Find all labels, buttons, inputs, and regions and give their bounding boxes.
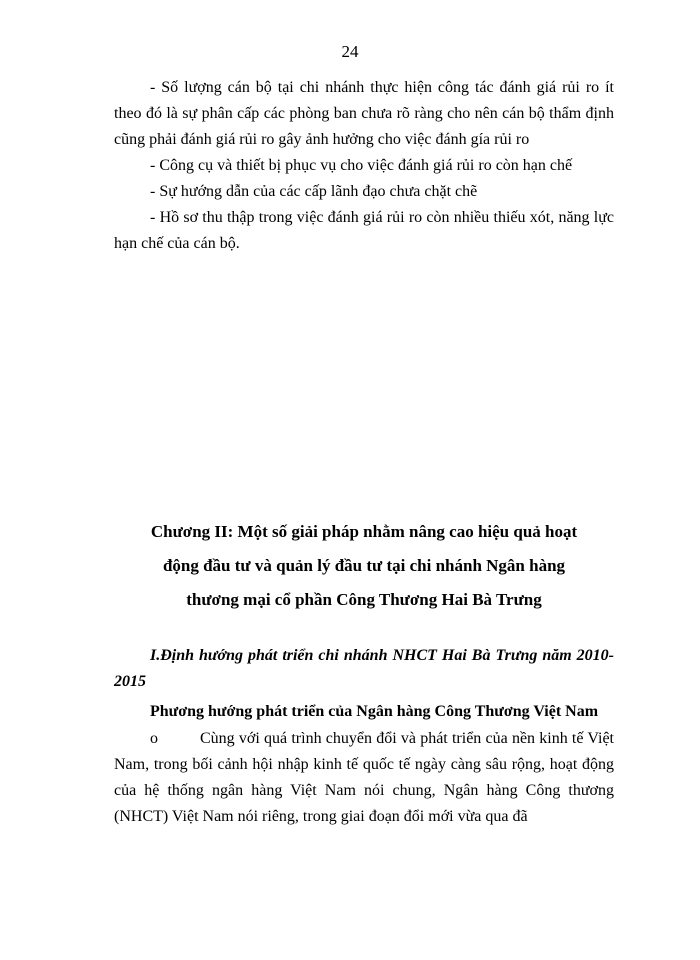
chapter-title-line: Chương II: Một số giải pháp nhằm nâng cao hiệu quả hoạt	[150, 522, 578, 541]
chapter-title-line: động đầu tư và quản lý đầu tư tại chi nhánh Ngân hàng	[162, 556, 566, 575]
body-paragraph	[114, 726, 614, 830]
paragraph-text: Cùng với quá trình chuyển đổi và phát triển của nền kinh tế Việt Nam, trong bối cảnh hội nhập kinh tế quốc tế ngày càng sâu rộng, hoạt động của hệ thống ngân hàng Việt Nam nói chung, Ngân hàng Công thương (NHCT) Việt Nam nói riêng, trong giai đoạn đổi mới vừa qua đã	[114, 730, 614, 825]
bullet-marker: o	[150, 730, 158, 747]
section-heading: I.Định hướng phát triển chi nhánh NHCT Hai Bà Trưng năm 2010- 2015	[114, 647, 614, 690]
list-item: - Số lượng cán bộ tại chi nhánh thực hiện công tác đánh giá rủi ro ít theo đó là sự phân cấp các phòng ban chưa rõ ràng cho nên cán bộ thẩm định cũng phải đánh giá rủi ro gây ảnh hưởng cho việc đánh gía rủi ro	[114, 79, 614, 148]
page-number: 24	[341, 42, 359, 61]
list-item: - Sự hướng dẫn của các cấp lãnh đạo chưa chặt chẽ	[150, 183, 478, 200]
chapter-title	[114, 515, 614, 617]
subsection-heading: Phương hướng phát triển của Ngân hàng Công Thương Việt Nam	[150, 703, 599, 720]
list-item: - Công cụ và thiết bị phục vụ cho việc đánh giá rủi ro còn hạn chế	[150, 157, 573, 174]
chapter-title-line: thương mại cổ phần Công Thương Hai Bà Trưng	[186, 590, 542, 609]
limitations-list	[114, 75, 614, 257]
list-item: - Hồ sơ thu thập trong việc đánh giá rủi ro còn nhiều thiếu xót, năng lực hạn chế của cán bộ.	[114, 209, 614, 252]
